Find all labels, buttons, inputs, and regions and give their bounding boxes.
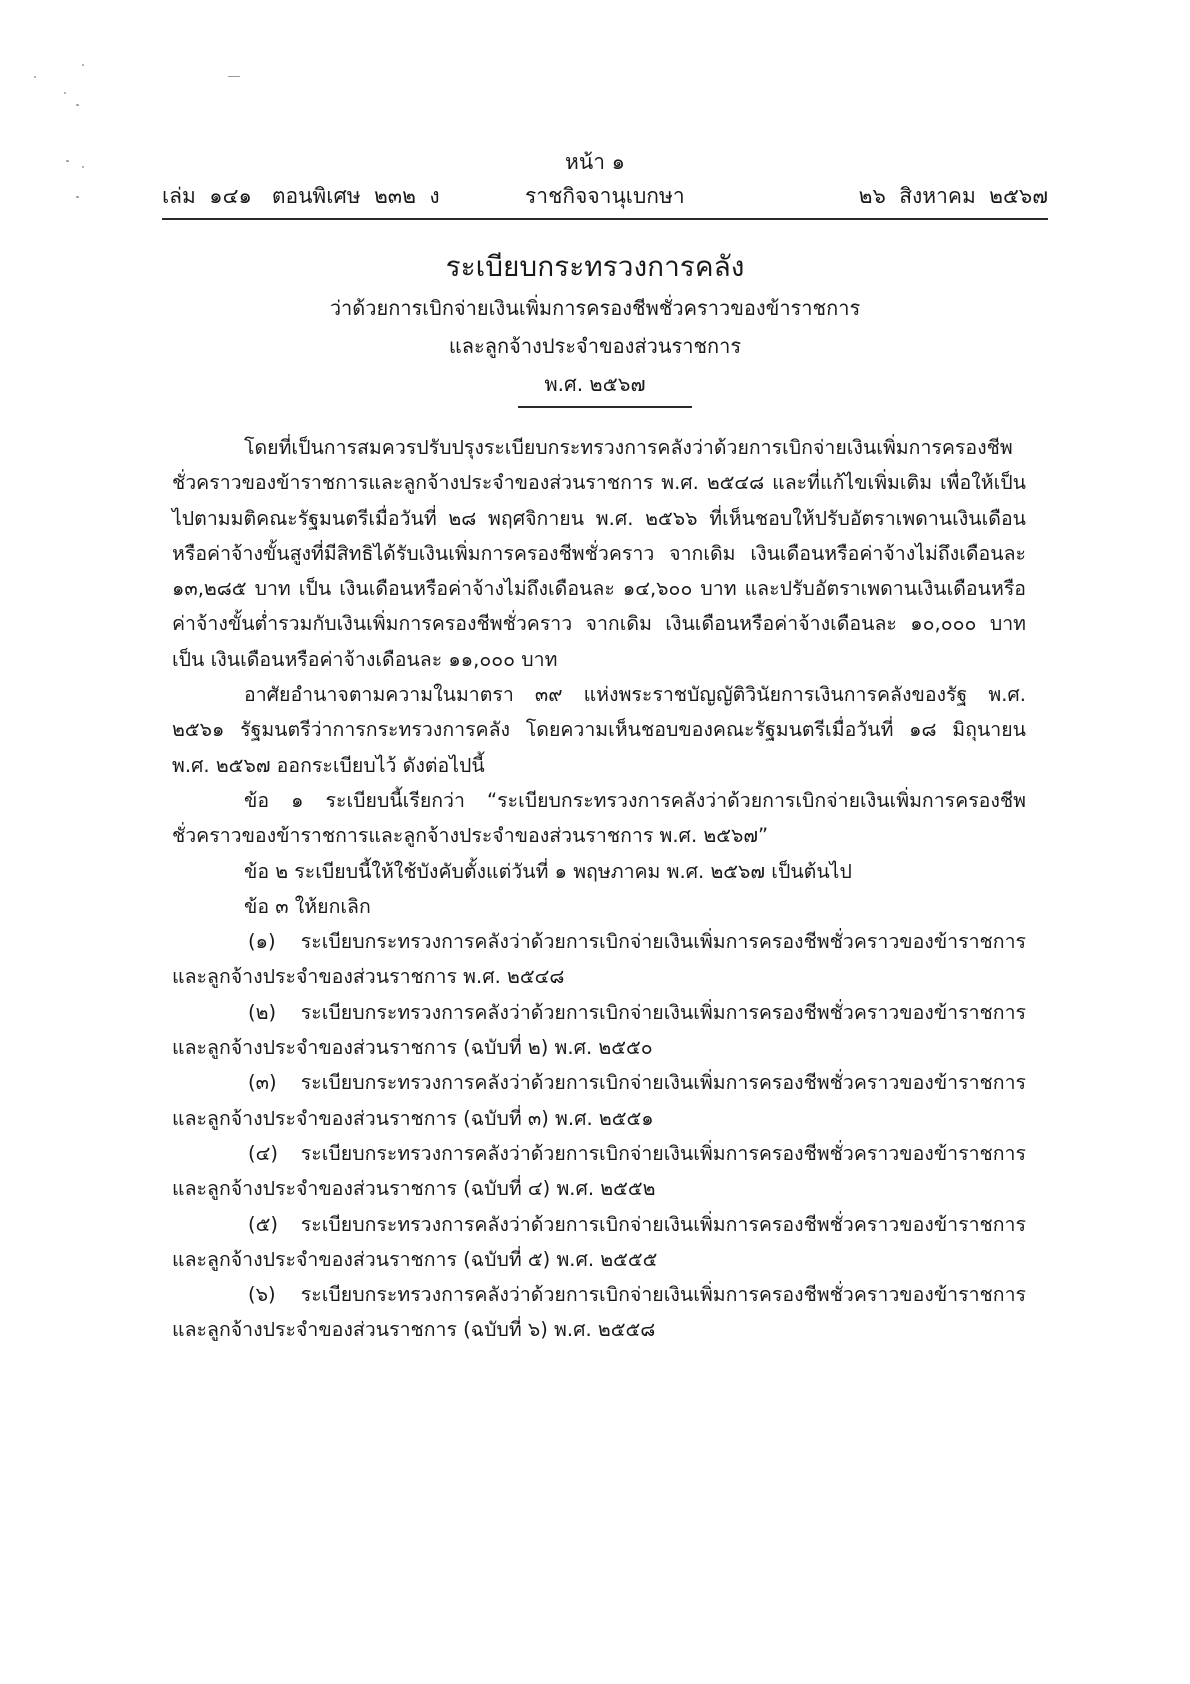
document-body [172,430,1026,1348]
preamble-paragraph: โดยที่เป็นการสมควรปรับปรุงระเบียบกระทรวงการคลังว่าด้วยการเบิกจ่ายเงินเพิ่มการครองชีพชั่วคราวของข้าราชการและลูกจ้างประจำของส่วนราชการ พ.ศ. ๒๕๔๘ และที่แก้ไขเพิ่มเติม เพื่อให้เป็นไปตามมติคณะรัฐมนตรีเมื่อวันที่ ๒๘ พฤศจิกายน พ.ศ. ๒๕๖๖ ที่เห็นชอบให้ปรับอัตราเพดานเงินเดือนหรือค่าจ้างขั้นสูงที่มีสิทธิได้รับเงินเพิ่มการครองชีพชั่วคราว จากเดิม เงินเดือนหรือค่าจ้างไม่ถึงเดือนละ ๑๓,๒๘๕ บาท เป็น เงินเดือนหรือค่าจ้างไม่ถึงเดือนละ ๑๔,๖๐๐ บาท และปรับอัตราเพดานเงินเดือนหรือค่าจ้างขั้นต่ำรวมกับเงินเพิ่มการครองชีพชั่วคราว จากเดิม เงินเดือนหรือค่าจ้างเดือนละ ๑๐,๐๐๐ บาท เป็น เงินเดือนหรือค่าจ้างเดือนละ ๑๑,๐๐๐ บาท [172,436,1026,671]
document-title: ระเบียบกระทรวงการคลัง [445,250,745,283]
clause-3: ข้อ ๓ ให้ยกเลิก [244,894,371,918]
document-year: พ.ศ. ๒๕๖๗ [544,372,646,396]
repealed-item-3: (๓) ระเบียบกระทรวงการคลังว่าด้วยการเบิกจ่ายเงินเพิ่มการครองชีพชั่วคราวของข้าราชการและลูกจ้างประจำของส่วนราชการ (ฉบับที่ ๓) พ.ศ. ๒๕๕๑ [172,1071,1026,1130]
repealed-item-1: (๑) ระเบียบกระทรวงการคลังว่าด้วยการเบิกจ่ายเงินเพิ่มการครองชีพชั่วคราวของข้าราชการและลูกจ้างประจำของส่วนราชการ พ.ศ. ๒๕๔๘ [172,930,1026,989]
clause-2: ข้อ ๒ ระเบียบนี้ให้ใช้บังคับตั้งแต่วันที่ ๑ พฤษภาคม พ.ศ. ๒๕๖๗ เป็นต้นไป [244,859,852,883]
document-subtitle-line2: และลูกจ้างประจำของส่วนราชการ [448,334,742,358]
gazette-name: ราชกิจจานุเบกษา [525,184,685,208]
gazette-date: ๒๖ สิงหาคม ๒๕๖๗ [858,184,1048,208]
clause-1: ข้อ ๑ ระเบียบนี้เรียกว่า “ระเบียบกระทรวงการคลังว่าด้วยการเบิกจ่ายเงินเพิ่มการครองชีพชั่วคราวของข้าราชการและลูกจ้างประจำของส่วนราชการ พ.ศ. ๒๕๖๗” [172,788,1026,848]
repealed-item-5: (๕) ระเบียบกระทรวงการคลังว่าด้วยการเบิกจ่ายเงินเพิ่มการครองชีพชั่วคราวของข้าราชการและลูกจ้างประจำของส่วนราชการ (ฉบับที่ ๕) พ.ศ. ๒๕๕๕ [172,1212,1026,1271]
repealed-item-6: (๖) ระเบียบกระทรวงการคลังว่าด้วยการเบิกจ่ายเงินเพิ่มการครองชีพชั่วคราวของข้าราชการและลูกจ้างประจำของส่วนราชการ (ฉบับที่ ๖) พ.ศ. ๒๕๕๘ [172,1283,1026,1342]
gazette-page-number: หน้า ๑ [565,150,625,174]
repealed-item-4: (๔) ระเบียบกระทรวงการคลังว่าด้วยการเบิกจ่ายเงินเพิ่มการครองชีพชั่วคราวของข้าราชการและลูกจ้างประจำของส่วนราชการ (ฉบับที่ ๔) พ.ศ. ๒๕๕๒ [172,1141,1026,1201]
document-subtitle-line1: ว่าด้วยการเบิกจ่ายเงินเพิ่มการครองชีพชั่วคราวของข้าราชการ [329,296,861,320]
title-divider [518,406,692,408]
repealed-item-2: (๒) ระเบียบกระทรวงการคลังว่าด้วยการเบิกจ่ายเงินเพิ่มการครองชีพชั่วคราวของข้าราชการและลูกจ้างประจำของส่วนราชการ (ฉบับที่ ๒) พ.ศ. ๒๕๕๐ [172,1000,1026,1060]
header-divider [162,218,1048,220]
gazette-volume: เล่ม ๑๔๑ ตอนพิเศษ ๒๓๒ ง [162,184,440,208]
gazette-header [162,180,1048,210]
authority-paragraph: อาศัยอำนาจตามความในมาตรา ๓๙ แห่งพระราชบัญญัติวินัยการเงินการคลังของรัฐ พ.ศ. ๒๕๖๑ รัฐมนตรีว่าการกระทรวงการคลัง โดยความเห็นชอบของคณะรัฐมนตรีเมื่อวันที่ ๑๘ มิถุนายน พ.ศ. ๒๕๖๗ ออกระเบียบไว้ ดังต่อไปนี้ [172,683,1026,777]
